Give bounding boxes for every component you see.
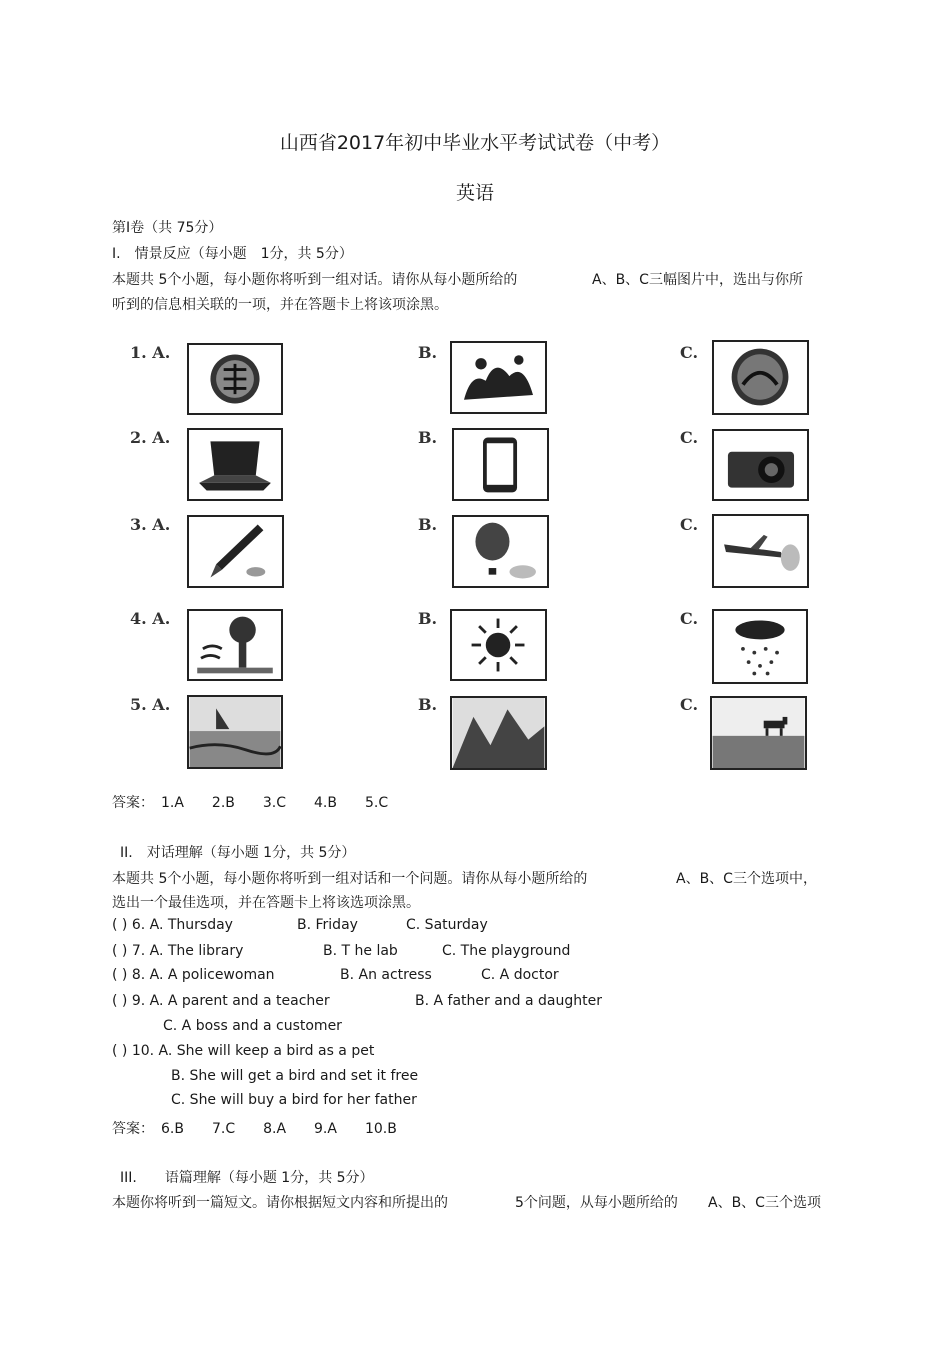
q4-label-c: C. (680, 609, 699, 628)
section2-instruction-a: 本题共 5个小题，每小题你将听到一组对话和一个问题。请你从每小题所给的 (112, 871, 588, 887)
q6-option-c: C. Saturday (406, 917, 488, 933)
q4-label-a: 4. A. (130, 609, 171, 628)
section3-heading: III. 语篇理解（每小题 1分，共 5分） (120, 1170, 374, 1186)
section1-instruction-c: 听到的信息相关联的一项，并在答题卡上将该项涂黑。 (112, 297, 448, 313)
q3-label-b: B. (418, 515, 438, 534)
q3-label-c: C. (680, 515, 699, 534)
q2-label-a: 2. A. (130, 428, 171, 447)
section2-heading: II. 对话理解（每小题 1分，共 5分） (120, 845, 356, 861)
airplane-icon (712, 514, 809, 588)
sun-icon (450, 609, 547, 681)
section1-instruction-b: A、B、C三幅图片中，选出与你所 (592, 272, 803, 288)
q8-option-c: C. A doctor (481, 967, 559, 983)
page-title: 山西省2017年初中毕业水平考试试卷（中考） (279, 132, 671, 154)
q8-option-b: B. An actress (340, 967, 432, 983)
q1-label-b: B. (418, 343, 438, 362)
q6-option-b: B. Friday (297, 917, 358, 933)
q1-label-a: 1. A. (130, 343, 171, 362)
mountains-icon (450, 696, 547, 770)
q1-label-c: C. (680, 343, 699, 362)
smartphone-icon (452, 428, 549, 501)
section2-answer: 答案： 6.B 7.C 8.A 9.A 10.B (112, 1121, 397, 1137)
q7-option-a: ( ) 7. A. The library (112, 943, 244, 959)
section1-instruction-a: 本题共 5个小题，每小题你将听到一组对话。请你从每小题所给的 (112, 272, 518, 288)
section3-instruction-b: 5个问题，从每小题所给的 (515, 1195, 678, 1211)
section3-instruction-c: A、B、C三个选项 (708, 1195, 821, 1211)
q5-label-a: 5. A. (130, 695, 171, 714)
rain-cloud-icon (712, 609, 808, 684)
q9-option-b: B. A father and a daughter (415, 993, 602, 1009)
section1-answer: 答案： 1.A 2.B 3.C 4.B 5.C (112, 795, 389, 811)
camera-icon (712, 429, 809, 501)
q10-option-a: ( ) 10. A. She will keep a bird as a pet (112, 1043, 375, 1059)
q8-option-a: ( ) 8. A. A policewoman (112, 967, 275, 983)
section2-instruction-b: A、B、C三个选项中， (676, 871, 817, 887)
q9-option-c: C. A boss and a customer (163, 1018, 342, 1034)
q10-option-b: B. She will get a bird and set it free (171, 1068, 419, 1084)
hot-air-balloon-icon (452, 515, 549, 588)
beach-sailboat-icon (187, 695, 283, 769)
part-header: 第Ⅰ卷（共 75分） (112, 220, 223, 236)
paper-cut-round-icon (187, 343, 283, 415)
grassland-horse-icon (710, 696, 807, 770)
q2-label-c: C. (680, 428, 699, 447)
q6-option-a: ( ) 6. A. Thursday (112, 917, 233, 933)
rocket-icon (187, 515, 284, 588)
q2-label-b: B. (418, 428, 438, 447)
section3-instruction-a: 本题你将听到一篇短文。请你根据短文内容和所提出的 (112, 1195, 448, 1211)
q5-label-c: C. (680, 695, 699, 714)
q7-option-b: B. T he lab (323, 943, 398, 959)
paper-cut-circle-icon (712, 340, 809, 415)
section1-heading: I. 情景反应（每小题 1分，共 5分） (112, 246, 353, 262)
q7-option-c: C. The playground (442, 943, 571, 959)
q4-label-b: B. (418, 609, 438, 628)
paper-cut-animals-icon (450, 341, 547, 414)
laptop-icon (187, 428, 283, 501)
windy-tree-icon (187, 609, 283, 681)
subject-title: 英语 (455, 182, 494, 204)
q9-option-a: ( ) 9. A. A parent and a teacher (112, 993, 330, 1009)
q3-label-a: 3. A. (130, 515, 171, 534)
q10-option-c: C. She will buy a bird for her father (171, 1092, 417, 1108)
section2-instruction-c: 选出一个最佳选项，并在答题卡上将该选项涂黑。 (112, 895, 420, 911)
q5-label-b: B. (418, 695, 438, 714)
